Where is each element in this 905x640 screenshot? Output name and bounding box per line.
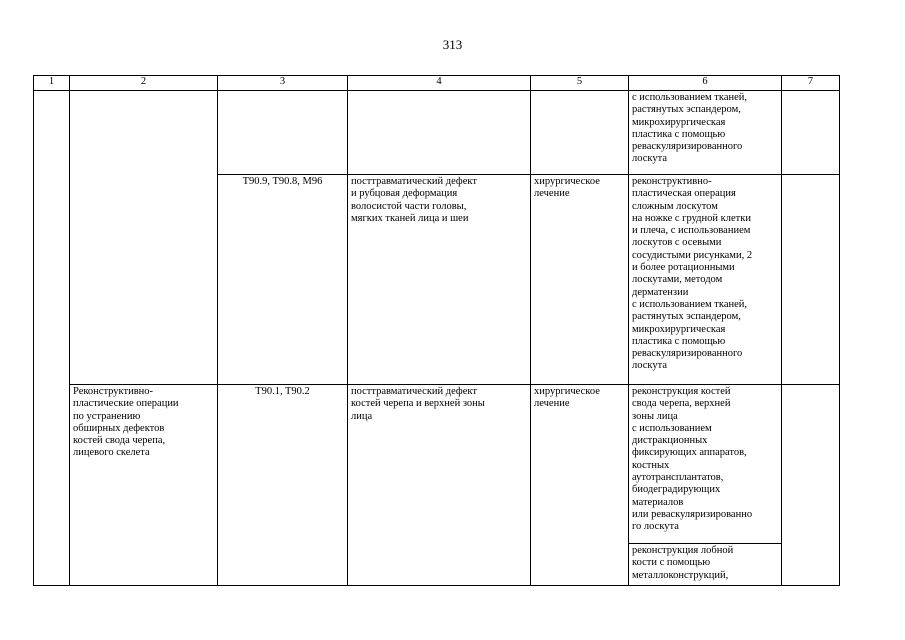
method-line: биодеградирующих [632, 484, 721, 496]
method-line: реконструкция лобной [632, 545, 734, 556]
table-row [34, 91, 840, 175]
treatment-line: лечение [534, 398, 570, 410]
procedure-name-line: костей свода черепа, [73, 435, 166, 447]
treatment-cell [531, 91, 629, 175]
diagnosis-cell [348, 91, 531, 175]
procedure-name-line: пластические операции [73, 398, 179, 410]
method-line: пластическая операция [632, 188, 736, 200]
method-line: го лоскута [632, 521, 679, 533]
method-cell [629, 544, 782, 586]
diagnosis-cell [348, 385, 531, 586]
method-line: реконструктивно- [632, 176, 712, 187]
column-header-7: 7 [782, 76, 840, 91]
extra-cell [782, 175, 840, 385]
method-line: на ножке с грудной клетки [632, 212, 751, 224]
method-cell [629, 91, 782, 175]
method-line: растянутых эспандером, [632, 311, 741, 323]
method-line: зоны лица [632, 410, 678, 422]
diagnosis-line: и рубцовая деформация [351, 188, 458, 200]
procedure-name-line: обширных дефектов [73, 422, 165, 434]
method-line: с использованием тканей, [632, 92, 748, 103]
procedure-name-line: по устранению [73, 410, 141, 422]
extra-cell [782, 91, 840, 175]
method-line: костных [632, 459, 670, 471]
procedure-name-cell [70, 91, 218, 385]
diagnosis-line: мягких тканей лица и шеи [351, 212, 469, 224]
method-line: пластика с помощью [632, 128, 726, 140]
diagnosis-line: лица [351, 410, 373, 422]
method-line: пластика с помощью [632, 335, 726, 347]
method-line: дистракционных [632, 435, 708, 447]
extra-cell [782, 385, 840, 586]
method-line: сосудистыми рисунками, 2 [632, 249, 753, 261]
code-cell: T90.1, T90.2 [218, 385, 348, 586]
diagnosis-line: волосистой части головы, [351, 200, 467, 212]
treatment-line: хирургическое [534, 176, 600, 187]
method-line: металлоконструкций, [632, 569, 729, 581]
method-line: или реваскуляризированно [632, 508, 753, 520]
method-line: реваскуляризированного [632, 141, 743, 153]
method-line: аутотрансплантатов, [632, 472, 724, 484]
code-cell: T90.9, T90.8, M96 [218, 175, 348, 385]
method-line: микрохирургическая [632, 116, 726, 128]
method-line: и более ротационными [632, 262, 735, 274]
method-line: лоскутов с осевыми [632, 237, 722, 249]
column-header-6: 6 [629, 76, 782, 91]
page-number: 313 [442, 37, 463, 52]
method-line: материалов [632, 496, 684, 508]
column-header-1: 1 [34, 76, 70, 91]
column-header-3: 3 [218, 76, 348, 91]
treatment-line: лечение [534, 188, 570, 200]
method-line: и плеча, с использованием [632, 225, 751, 237]
method-line: с использованием [632, 422, 712, 434]
method-line: реконструкция костей [632, 386, 731, 397]
method-cell [629, 175, 782, 385]
column-header-4: 4 [348, 76, 531, 91]
method-line: с использованием тканей, [632, 298, 748, 310]
diagnosis-line: посттравматический дефект [351, 176, 477, 187]
treatment-cell [531, 175, 629, 385]
method-line: микрохирургическая [632, 323, 726, 335]
method-line: дерматензии [632, 286, 689, 298]
method-line: лоскута [632, 153, 667, 165]
diagnosis-line: костей черепа и верхней зоны [351, 398, 485, 410]
method-line: кости с помощью [632, 557, 711, 569]
column-header-5: 5 [531, 76, 629, 91]
method-line: реваскуляризированного [632, 348, 743, 360]
method-cell [629, 385, 782, 544]
table-row [34, 385, 840, 544]
diagnosis-line: посттравматический дефект [351, 386, 477, 397]
method-line: растянутых эспандером, [632, 104, 741, 116]
procedure-name-line: Реконструктивно- [73, 386, 154, 397]
diagnosis-cell [348, 175, 531, 385]
method-line: фиксирующих аппаратов, [632, 447, 747, 459]
procedure-name-line: лицевого скелета [73, 447, 150, 459]
treatment-cell [531, 385, 629, 586]
method-line: свода черепа, верхней [632, 398, 731, 410]
method-line: лоскутами, методом [632, 274, 723, 286]
code-cell [218, 91, 348, 175]
table-header-row [34, 76, 840, 91]
column-header-2: 2 [70, 76, 218, 91]
treatment-line: хирургическое [534, 386, 600, 397]
row-number-cell [34, 91, 70, 586]
method-line: сложным лоскутом [632, 200, 718, 212]
procedure-name-cell [70, 385, 218, 586]
medical-procedures-table [33, 75, 840, 586]
method-line: лоскута [632, 360, 667, 372]
